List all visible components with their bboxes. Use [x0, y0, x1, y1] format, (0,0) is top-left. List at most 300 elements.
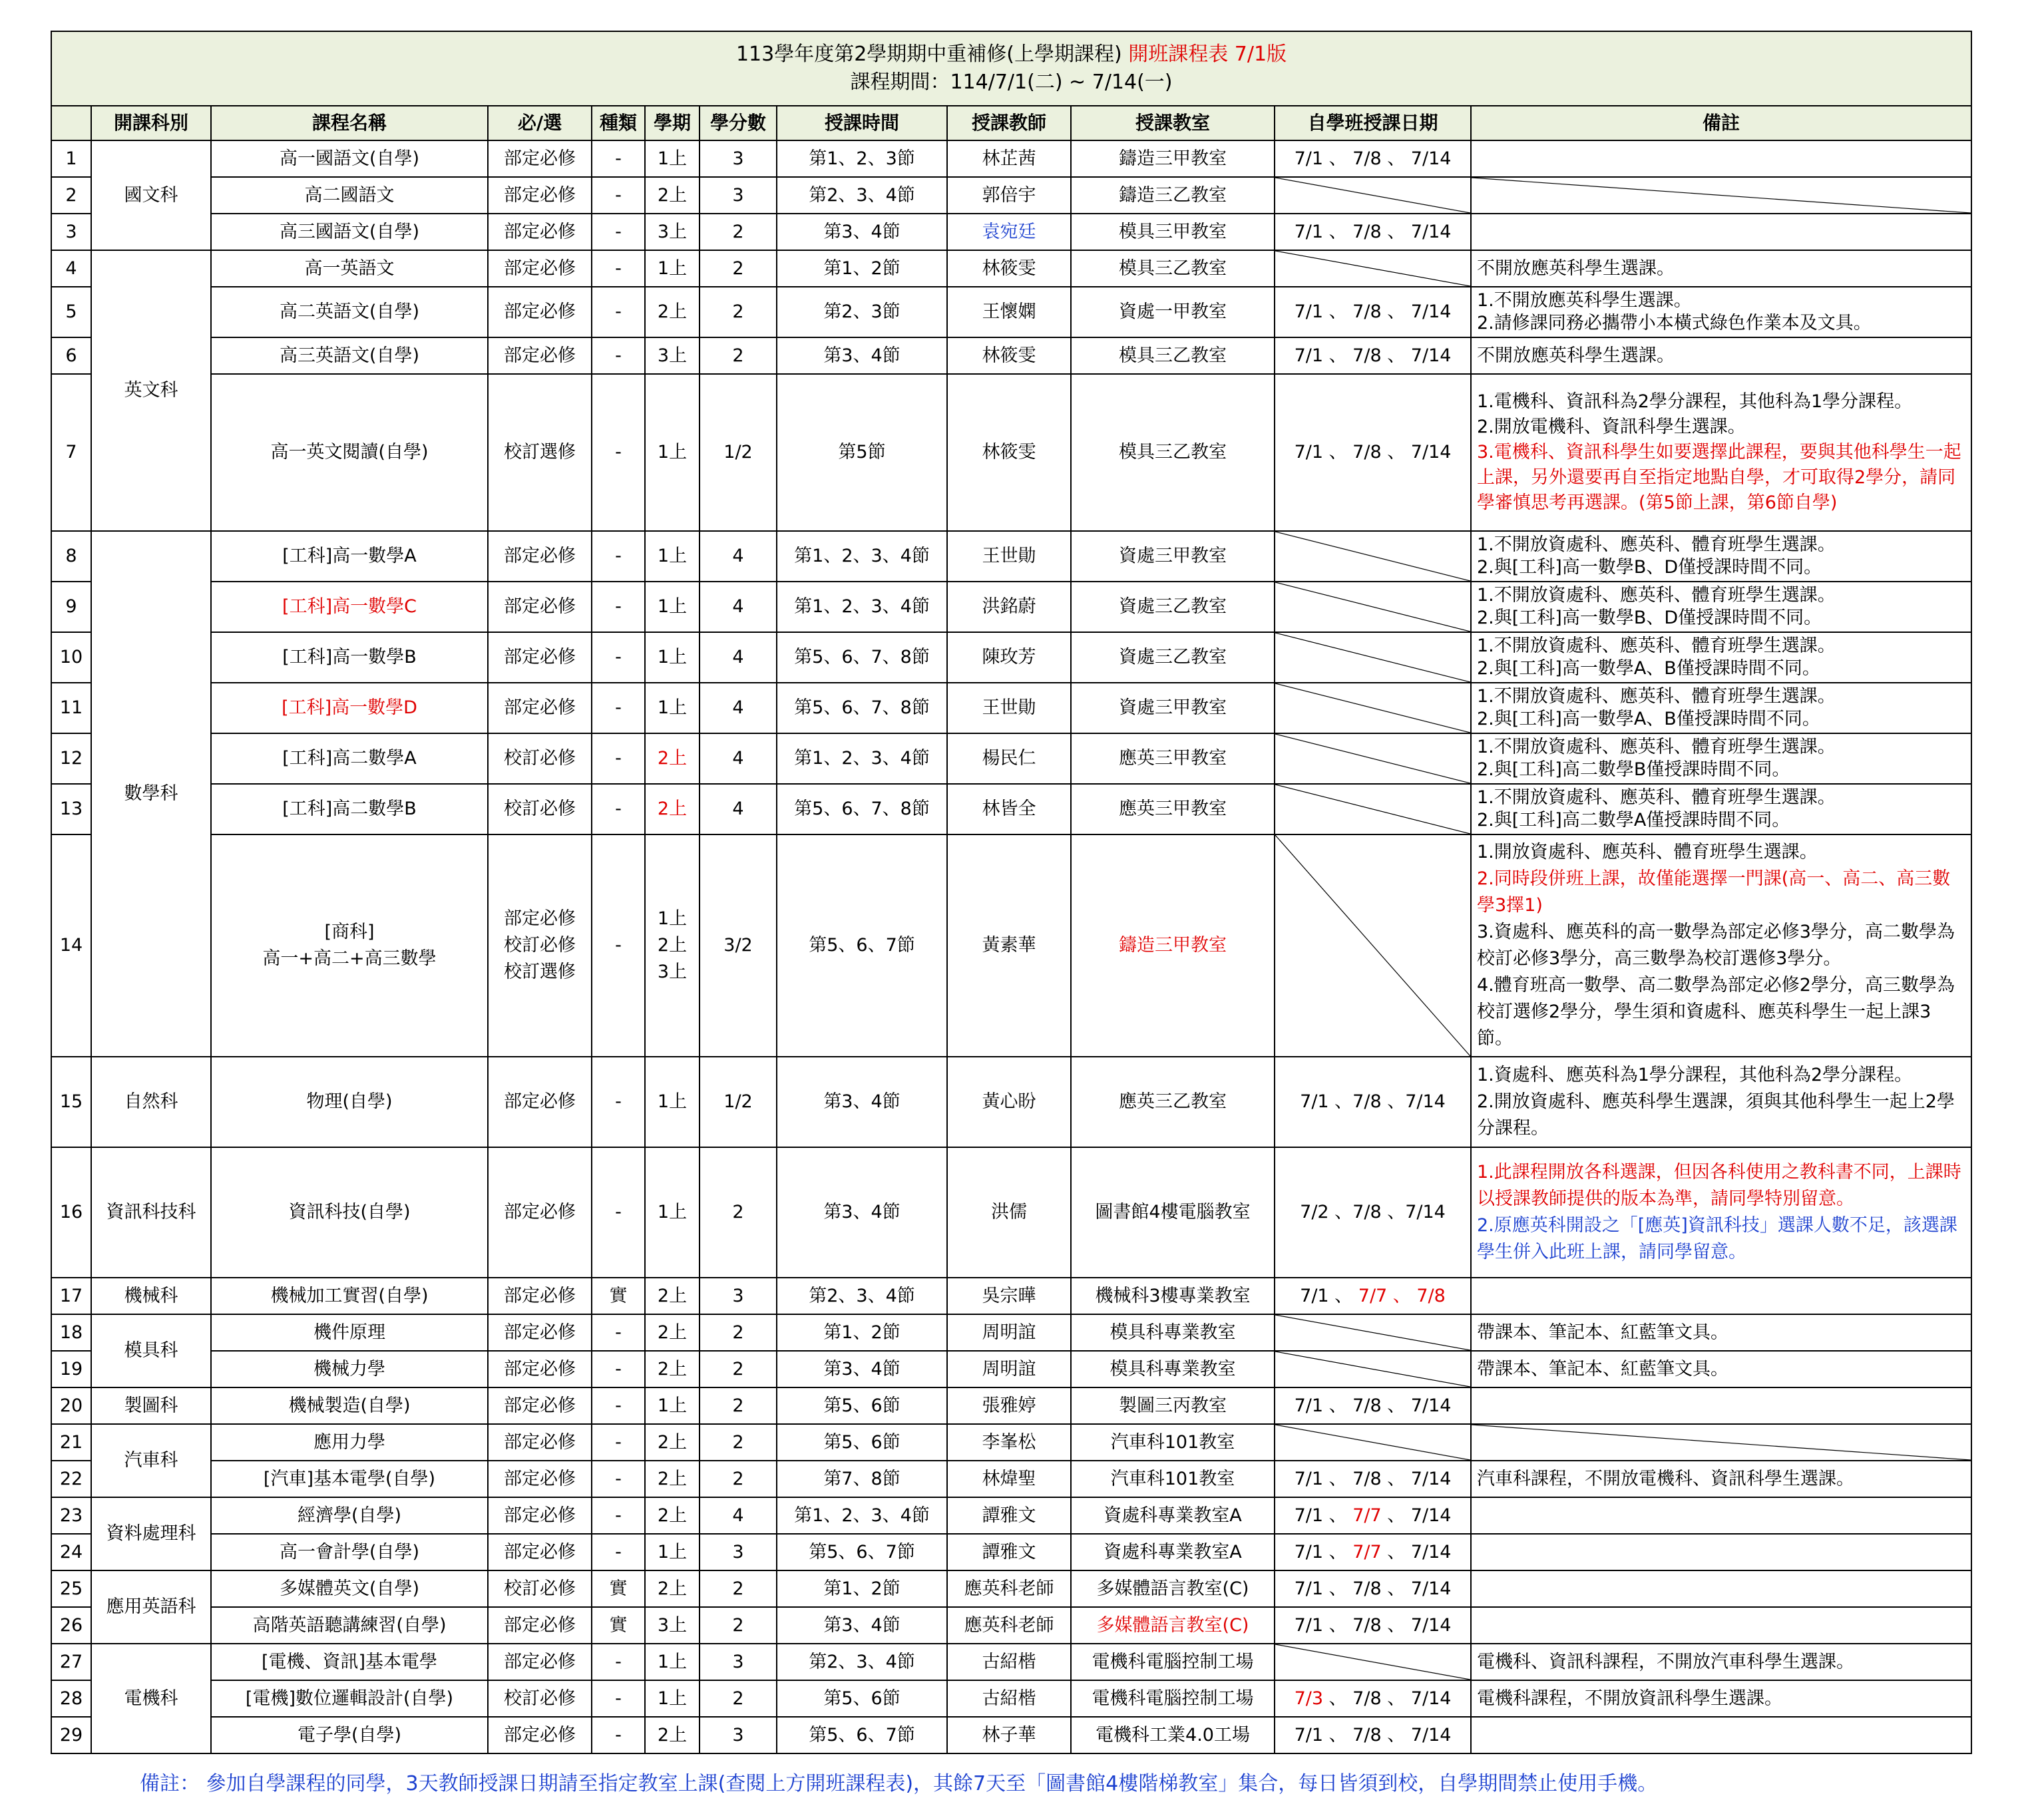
term: 2上 — [645, 1351, 700, 1387]
row-no: 7 — [51, 374, 91, 531]
term: 1上 — [645, 632, 700, 683]
dept-cell: 模具科 — [91, 1314, 211, 1387]
course-name: [工科]高二數學A — [211, 733, 488, 784]
course-name: 機件原理 — [211, 1314, 488, 1351]
classroom: 模具三乙教室 — [1071, 337, 1275, 374]
course-name: 高一國語文(自學) — [211, 140, 488, 177]
req-type: 部定必修 — [488, 1387, 592, 1424]
header-teacher: 授課教師 — [947, 106, 1071, 140]
note-line: 1.開放資處科、應英科、體育班學生選課。 — [1477, 842, 1818, 862]
table-row — [51, 582, 1971, 632]
kind: - — [592, 1717, 645, 1753]
row-no: 6 — [51, 337, 91, 374]
teacher: 周明誼 — [947, 1314, 1071, 1351]
kind: 實 — [592, 1607, 645, 1644]
date-part: 、 7/8 、 7/14 — [1323, 1688, 1452, 1709]
teacher: 古紹楷 — [947, 1680, 1071, 1717]
course-name: 機械製造(自學) — [211, 1387, 488, 1424]
req-type: 部定必修 — [488, 1717, 592, 1753]
kind: 實 — [592, 1570, 645, 1607]
table-row — [51, 784, 1971, 834]
req-type: 部定必修 — [488, 1497, 592, 1534]
self-study-dates-empty — [1275, 250, 1471, 287]
note — [1471, 531, 1971, 582]
note-line: 1.不開放資處科、應英科、體育班學生選課。 — [1477, 737, 1836, 757]
table-row — [51, 1607, 1971, 1644]
class-time: 第1、2節 — [777, 1570, 947, 1607]
note-line-warning: 3.電機科、資訊科學生如要選擇此課程，要與其他科學生一起上課，另外還要再自至指定地點自學，才可取得2學分，請同學審慎思考再選課。(第5節上課，第6節自學) — [1477, 442, 1961, 513]
credit: 3 — [700, 1644, 777, 1680]
kind: - — [592, 177, 645, 214]
row-no: 1 — [51, 140, 91, 177]
row-no: 8 — [51, 531, 91, 582]
course-name: [工科]高二數學B — [211, 784, 488, 834]
term: 1上 — [645, 1534, 700, 1570]
req-type: 部定必修 — [488, 1351, 592, 1387]
self-study-dates — [1275, 1534, 1471, 1570]
header-term: 學期 — [645, 106, 700, 140]
class-time: 第3、4節 — [777, 1057, 947, 1147]
term: 2上 — [645, 733, 700, 784]
note-line: 1.不開放資處科、應英科、體育班學生選課。 — [1477, 686, 1836, 707]
self-study-dates-empty — [1275, 1424, 1471, 1461]
row-no: 24 — [51, 1534, 91, 1570]
header-dates: 自學班授課日期 — [1275, 106, 1471, 140]
note — [1471, 733, 1971, 784]
course-table-sheet — [51, 31, 1972, 1754]
req-line: 校訂必修 — [504, 935, 576, 956]
course-name: 應用力學 — [211, 1424, 488, 1461]
term: 2上 — [645, 1497, 700, 1534]
kind: - — [592, 834, 645, 1057]
note-line: 2.與[工科]高一數學B、D僅授課時間不同。 — [1477, 557, 1822, 578]
course-name-line: 高一+高二+高三數學 — [262, 948, 437, 969]
teacher: 林芷茜 — [947, 140, 1071, 177]
kind: - — [592, 374, 645, 531]
row-no: 10 — [51, 632, 91, 683]
note — [1471, 1147, 1971, 1278]
credit: 3 — [700, 1534, 777, 1570]
term: 2上 — [645, 1717, 700, 1753]
note-line: 3.資處科、應英科的高一數學為部定必修3學分，高二數學為校訂必修3學分，高三數學為校訂選修3學分。 — [1477, 922, 1955, 969]
note-line: 4.體育班高一數學、高二數學為部定必修2學分，高三數學為校訂選修2學分，學生須和資處科、應英科學生一起上課3節。 — [1477, 975, 1955, 1049]
req-type: 校訂必修 — [488, 1570, 592, 1607]
credit: 4 — [700, 632, 777, 683]
row-no: 21 — [51, 1424, 91, 1461]
table-row — [51, 733, 1971, 784]
course-table — [51, 31, 1972, 1754]
class-time: 第5、6節 — [777, 1424, 947, 1461]
course-name: 高一會計學(自學) — [211, 1534, 488, 1570]
course-name-line: [商科] — [324, 922, 375, 942]
kind: - — [592, 733, 645, 784]
class-time: 第2、3、4節 — [777, 1278, 947, 1314]
header-dept: 開課科別 — [91, 106, 211, 140]
kind: - — [592, 531, 645, 582]
note — [1471, 582, 1971, 632]
teacher: 應英科老師 — [947, 1570, 1071, 1607]
teacher: 王世勛 — [947, 531, 1071, 582]
credit: 2 — [700, 1147, 777, 1278]
class-time: 第1、2、3、4節 — [777, 531, 947, 582]
note — [1471, 1717, 1971, 1753]
self-study-dates: 7/1 、7/8 、7/14 — [1275, 1057, 1471, 1147]
self-study-dates-empty — [1275, 834, 1471, 1057]
self-study-dates: 7/1 、 7/8 、 7/14 — [1275, 214, 1471, 250]
term: 1上 — [645, 1387, 700, 1424]
class-time: 第5、6節 — [777, 1680, 947, 1717]
req-type: 部定必修 — [488, 1607, 592, 1644]
row-no: 3 — [51, 214, 91, 250]
term: 2上 — [645, 1461, 700, 1497]
course-name: 高二國語文 — [211, 177, 488, 214]
table-row — [51, 374, 1971, 531]
row-no: 11 — [51, 683, 91, 733]
note — [1471, 1424, 1971, 1461]
term: 2上 — [645, 784, 700, 834]
note-line-info: 2.原應英科開設之「[應英]資訊科技」選課人數不足，該選課學生併入此班上課，請同學留意。 — [1477, 1215, 1957, 1262]
self-study-dates-empty — [1275, 733, 1471, 784]
classroom: 應英三乙教室 — [1071, 1057, 1275, 1147]
credit: 4 — [700, 1497, 777, 1534]
note — [1471, 1387, 1971, 1424]
teacher: 周明誼 — [947, 1351, 1071, 1387]
course-name: 多媒體英文(自學) — [211, 1570, 488, 1607]
table-row — [51, 214, 1971, 250]
note: 帶課本、筆記本、紅藍筆文具。 — [1471, 1351, 1971, 1387]
date-part-changed: 7/7 — [1352, 1505, 1382, 1526]
classroom: 模具科專業教室 — [1071, 1314, 1275, 1351]
course-name: 高二英語文(自學) — [211, 287, 488, 337]
table-row — [51, 337, 1971, 374]
kind: - — [592, 1147, 645, 1278]
note-line: 1.電機科、資訊科為2學分課程，其他科為1學分課程。 — [1477, 391, 1913, 412]
class-time: 第5、6、7節 — [777, 834, 947, 1057]
term: 2上 — [645, 1424, 700, 1461]
self-study-dates — [1275, 1680, 1471, 1717]
classroom: 模具三甲教室 — [1071, 214, 1275, 250]
kind: - — [592, 140, 645, 177]
note — [1471, 834, 1971, 1057]
term-line: 2上 — [657, 935, 688, 956]
row-no: 14 — [51, 834, 91, 1057]
row-no: 13 — [51, 784, 91, 834]
term: 2上 — [645, 1278, 700, 1314]
note: 不開放應英科學生選課。 — [1471, 337, 1971, 374]
note-line: 2.開放資處科、應英科學生選課，須與其他科學生一起上2學分課程。 — [1477, 1091, 1955, 1139]
classroom: 資處三乙教室 — [1071, 582, 1275, 632]
classroom: 電機科工業4.0工場 — [1071, 1717, 1275, 1753]
req-type: 部定必修 — [488, 1314, 592, 1351]
self-study-dates-empty — [1275, 784, 1471, 834]
table-row — [51, 1147, 1971, 1278]
course-name: [工科]高一數學C — [211, 582, 488, 632]
course-name: 高階英語聽講練習(自學) — [211, 1607, 488, 1644]
req-line: 部定必修 — [504, 908, 576, 929]
classroom: 資處一甲教室 — [1071, 287, 1275, 337]
note — [1471, 177, 1971, 214]
note-line: 1.不開放應英科學生選課。 — [1477, 290, 1692, 311]
teacher: 林筱雯 — [947, 250, 1071, 287]
req-type: 部定必修 — [488, 250, 592, 287]
term: 1上 — [645, 1644, 700, 1680]
req-type: 部定必修 — [488, 632, 592, 683]
note — [1471, 784, 1971, 834]
term: 1上 — [645, 1680, 700, 1717]
self-study-dates — [1275, 1497, 1471, 1534]
term: 1上 — [645, 374, 700, 531]
self-study-dates: 7/1 、 7/8 、 7/14 — [1275, 1570, 1471, 1607]
class-time: 第5、6、7節 — [777, 1717, 947, 1753]
term: 1上 — [645, 531, 700, 582]
req-type: 校訂選修 — [488, 374, 592, 531]
note-line: 1.不開放資處科、應英科、體育班學生選課。 — [1477, 534, 1836, 555]
req-type: 部定必修 — [488, 287, 592, 337]
classroom: 鑄造三甲教室 — [1071, 140, 1275, 177]
req-type — [488, 834, 592, 1057]
kind: - — [592, 1644, 645, 1680]
class-time: 第1、2、3節 — [777, 140, 947, 177]
date-part: 7/1 、 — [1294, 1541, 1353, 1562]
dept-cell: 英文科 — [91, 250, 211, 531]
credit: 3 — [700, 1278, 777, 1314]
note-line-warning: 2.同時段併班上課，故僅能選擇一門課(高一、高二、高三數學3擇1) — [1477, 868, 1951, 916]
row-no: 22 — [51, 1461, 91, 1497]
table-row — [51, 1570, 1971, 1607]
teacher: 李峯松 — [947, 1424, 1071, 1461]
dept-cell: 汽車科 — [91, 1424, 211, 1497]
self-study-dates: 7/1 、 7/8 、 7/14 — [1275, 1461, 1471, 1497]
table-row — [51, 140, 1971, 177]
dept-cell: 電機科 — [91, 1644, 211, 1753]
row-no: 27 — [51, 1644, 91, 1680]
req-type: 部定必修 — [488, 1147, 592, 1278]
kind: - — [592, 337, 645, 374]
self-study-dates: 7/1 、 7/8 、 7/14 — [1275, 287, 1471, 337]
class-time: 第5節 — [777, 374, 947, 531]
class-time: 第1、2節 — [777, 1314, 947, 1351]
table-row — [51, 531, 1971, 582]
class-time: 第3、4節 — [777, 1607, 947, 1644]
teacher: 應英科老師 — [947, 1607, 1071, 1644]
header-no — [51, 106, 91, 140]
class-time: 第5、6節 — [777, 1387, 947, 1424]
classroom: 鑄造三甲教室 — [1071, 834, 1275, 1057]
kind: - — [592, 1351, 645, 1387]
note-line: 2.與[工科]高一數學B、D僅授課時間不同。 — [1477, 608, 1822, 628]
credit: 3/2 — [700, 834, 777, 1057]
date-part: 7/1 、 — [1300, 1285, 1358, 1306]
course-name: 經濟學(自學) — [211, 1497, 488, 1534]
table-row — [51, 1424, 1971, 1461]
dept-cell: 自然科 — [91, 1057, 211, 1147]
term: 2上 — [645, 1570, 700, 1607]
req-type: 校訂必修 — [488, 733, 592, 784]
credit: 3 — [700, 1717, 777, 1753]
table-row — [51, 177, 1971, 214]
req-type: 部定必修 — [488, 531, 592, 582]
class-time: 第1、2節 — [777, 250, 947, 287]
note — [1471, 1534, 1971, 1570]
dept-cell: 資料處理科 — [91, 1497, 211, 1570]
classroom: 應英三甲教室 — [1071, 733, 1275, 784]
credit: 2 — [700, 250, 777, 287]
teacher: 古紹楷 — [947, 1644, 1071, 1680]
table-row — [51, 834, 1971, 1057]
note: 帶課本、筆記本、紅藍筆文具。 — [1471, 1314, 1971, 1351]
row-no: 19 — [51, 1351, 91, 1387]
course-name: 物理(自學) — [211, 1057, 488, 1147]
course-name: [工科]高一數學B — [211, 632, 488, 683]
note-line: 2.請修課同務必攜帶小本橫式綠色作業本及文具。 — [1477, 313, 1872, 333]
req-type: 校訂必修 — [488, 784, 592, 834]
dept-cell: 製圖科 — [91, 1387, 211, 1424]
class-time: 第3、4節 — [777, 337, 947, 374]
note — [1471, 374, 1971, 531]
classroom: 資處三甲教室 — [1071, 683, 1275, 733]
class-time: 第3、4節 — [777, 214, 947, 250]
table-row — [51, 632, 1971, 683]
self-study-dates-empty — [1275, 1351, 1471, 1387]
course-name: [電機]數位邏輯設計(自學) — [211, 1680, 488, 1717]
class-time: 第5、6、7節 — [777, 1534, 947, 1570]
teacher: 林筱雯 — [947, 374, 1071, 531]
teacher: 郭倍宇 — [947, 177, 1071, 214]
term-line: 1上 — [657, 908, 688, 929]
table-row — [51, 250, 1971, 287]
table-row — [51, 1314, 1971, 1351]
term: 1上 — [645, 683, 700, 733]
course-name: [工科]高一數學A — [211, 531, 488, 582]
self-study-dates-empty — [1275, 177, 1471, 214]
teacher: 林筱雯 — [947, 337, 1071, 374]
teacher: 譚雅文 — [947, 1497, 1071, 1534]
req-type: 部定必修 — [488, 683, 592, 733]
term: 1上 — [645, 1147, 700, 1278]
table-row — [51, 1057, 1971, 1147]
note — [1471, 683, 1971, 733]
self-study-dates: 7/1 、 7/8 、 7/14 — [1275, 1717, 1471, 1753]
req-type: 部定必修 — [488, 214, 592, 250]
note-line: 2.開放電機科、資訊科學生選課。 — [1477, 417, 1746, 437]
credit: 2 — [700, 1314, 777, 1351]
self-study-dates: 7/1 、 7/8 、 7/14 — [1275, 1607, 1471, 1644]
class-time: 第5、6、7、8節 — [777, 683, 947, 733]
classroom: 汽車科101教室 — [1071, 1461, 1275, 1497]
classroom: 資處科專業教室A — [1071, 1534, 1275, 1570]
date-part: 、 7/14 — [1381, 1505, 1452, 1526]
note — [1471, 1607, 1971, 1644]
note: 不開放應英科學生選課。 — [1471, 250, 1971, 287]
classroom: 汽車科101教室 — [1071, 1424, 1275, 1461]
classroom: 製圖三丙教室 — [1071, 1387, 1275, 1424]
kind: - — [592, 582, 645, 632]
req-type: 部定必修 — [488, 177, 592, 214]
table-row — [51, 1387, 1971, 1424]
title-period: 課程期間：114/7/1(二) ~ 7/14(一) — [850, 71, 1173, 94]
teacher: 洪銘蔚 — [947, 582, 1071, 632]
note-line: 1.資處科、應英科為1學分課程，其他科為2學分課程。 — [1477, 1065, 1913, 1085]
credit: 3 — [700, 140, 777, 177]
header-time: 授課時間 — [777, 106, 947, 140]
class-time: 第7、8節 — [777, 1461, 947, 1497]
kind: - — [592, 1461, 645, 1497]
classroom: 資處三乙教室 — [1071, 632, 1275, 683]
req-line: 校訂選修 — [504, 962, 576, 982]
date-part: 、 7/14 — [1381, 1541, 1452, 1562]
self-study-dates-empty — [1275, 531, 1471, 582]
kind: - — [592, 683, 645, 733]
note-line: 1.不開放資處科、應英科、體育班學生選課。 — [1477, 787, 1836, 808]
credit: 2 — [700, 1607, 777, 1644]
note-line-warning: 1.此課程開放各科選課，但因各科使用之教科書不同，上課時以授課教師提供的版本為準，請同學特別留意。 — [1477, 1162, 1961, 1209]
credit: 2 — [700, 1680, 777, 1717]
table-row — [51, 1461, 1971, 1497]
course-name: 資訊科技(自學) — [211, 1147, 488, 1278]
note — [1471, 214, 1971, 250]
row-no: 9 — [51, 582, 91, 632]
note — [1471, 632, 1971, 683]
credit: 2 — [700, 1570, 777, 1607]
classroom: 多媒體語言教室(C) — [1071, 1570, 1275, 1607]
class-time: 第1、2、3、4節 — [777, 582, 947, 632]
course-name: [汽車]基本電學(自學) — [211, 1461, 488, 1497]
class-time: 第2、3節 — [777, 287, 947, 337]
credit: 1/2 — [700, 1057, 777, 1147]
credit: 2 — [700, 1387, 777, 1424]
kind: 實 — [592, 1278, 645, 1314]
row-no: 18 — [51, 1314, 91, 1351]
table-row — [51, 1351, 1971, 1387]
classroom: 模具三乙教室 — [1071, 250, 1275, 287]
kind: - — [592, 1424, 645, 1461]
note — [1471, 1057, 1971, 1147]
self-study-dates — [1275, 1278, 1471, 1314]
note — [1471, 287, 1971, 337]
classroom: 應英三甲教室 — [1071, 784, 1275, 834]
kind: - — [592, 1534, 645, 1570]
req-type: 部定必修 — [488, 1424, 592, 1461]
self-study-dates: 7/1 、 7/8 、 7/14 — [1275, 140, 1471, 177]
credit: 4 — [700, 784, 777, 834]
header-kind: 種類 — [592, 106, 645, 140]
dept-cell: 國文科 — [91, 140, 211, 250]
kind: - — [592, 632, 645, 683]
classroom: 模具科專業教室 — [1071, 1351, 1275, 1387]
dept-cell: 機械科 — [91, 1278, 211, 1314]
header-row — [51, 106, 1971, 140]
table-row — [51, 1278, 1971, 1314]
course-name — [211, 834, 488, 1057]
kind: - — [592, 784, 645, 834]
term: 1上 — [645, 250, 700, 287]
self-study-dates-empty — [1275, 632, 1471, 683]
classroom: 圖書館4樓電腦教室 — [1071, 1147, 1275, 1278]
credit: 2 — [700, 287, 777, 337]
note-line: 2.與[工科]高二數學A僅授課時間不同。 — [1477, 810, 1790, 830]
req-type: 部定必修 — [488, 1644, 592, 1680]
credit: 4 — [700, 531, 777, 582]
note-line: 2.與[工科]高一數學A、B僅授課時間不同。 — [1477, 709, 1820, 729]
table-row — [51, 1497, 1971, 1534]
term — [645, 834, 700, 1057]
note-line: 1.不開放資處科、應英科、體育班學生選課。 — [1477, 585, 1836, 606]
row-no: 17 — [51, 1278, 91, 1314]
credit: 2 — [700, 1351, 777, 1387]
kind: - — [592, 1314, 645, 1351]
req-type: 部定必修 — [488, 582, 592, 632]
table-row — [51, 1644, 1971, 1680]
